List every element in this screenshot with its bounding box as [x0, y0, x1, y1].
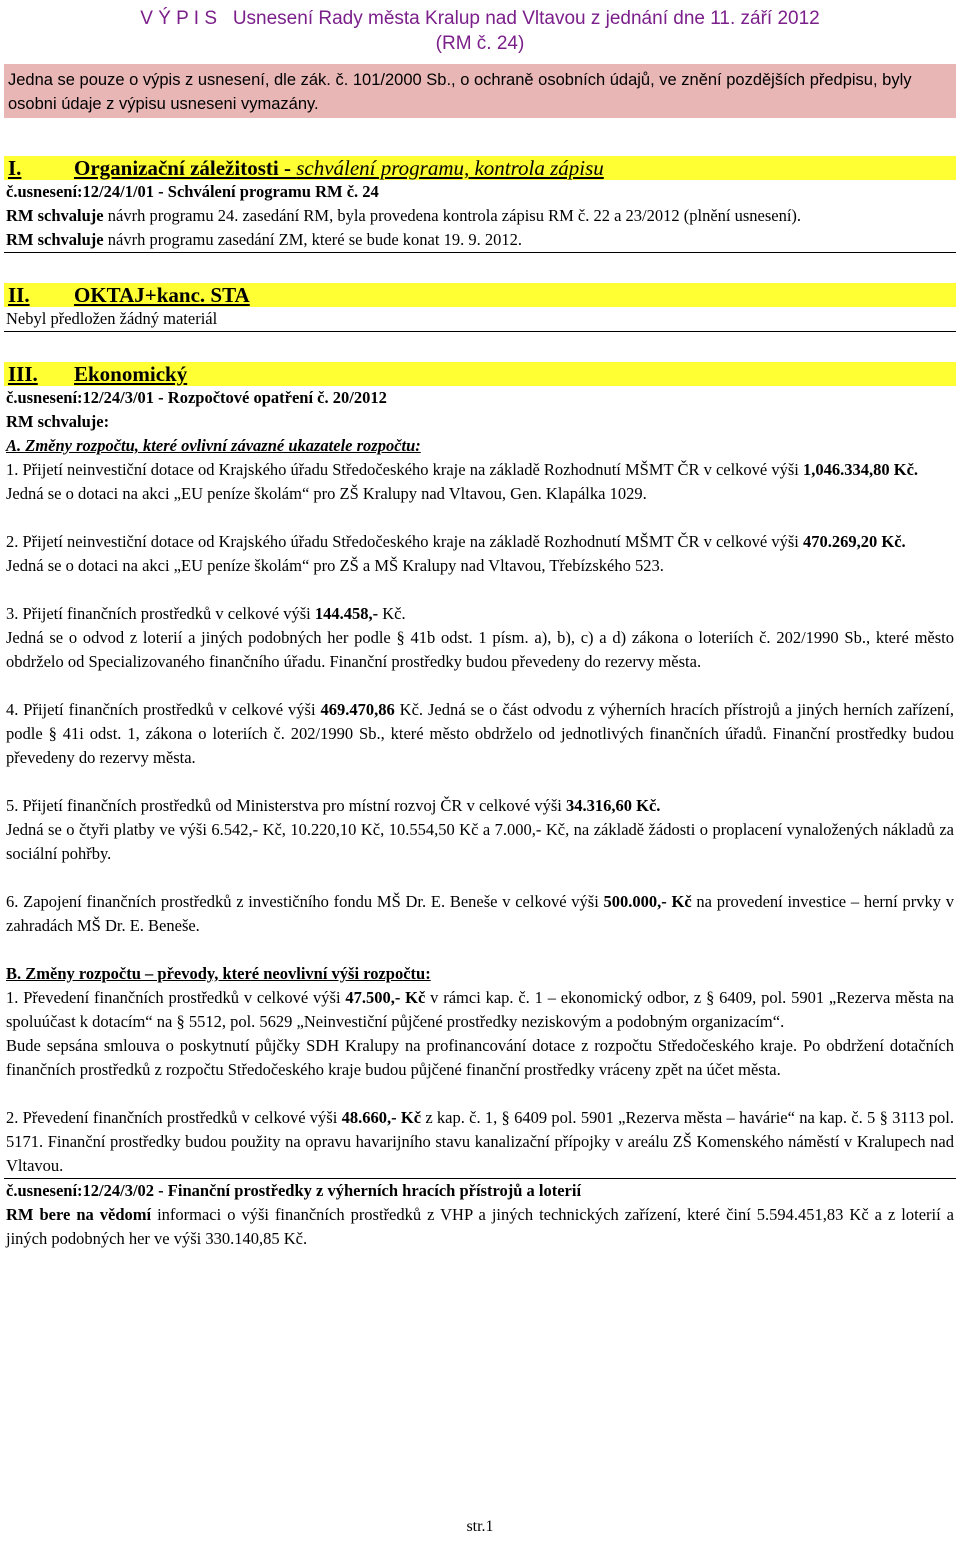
text: na provedení investice – herní prvky v zahradách MŠ Dr. E. Beneše. [6, 892, 955, 935]
section-1-heading [4, 156, 956, 180]
resolution-12-24-1-01: č.usnesení:12/24/1/01 - Schválení programu RM č. 24 [6, 182, 379, 201]
paragraph: Nebyl předložen žádný materiál [4, 307, 956, 332]
item-1-note: Jedná se o dotaci na akci „EU peníze školám“ pro ZŠ Kralupy nad Vltavou, Gen. Klapálka 1029. [6, 484, 647, 503]
section-number: II. [8, 283, 30, 307]
verb: RM schvaluje [6, 230, 104, 249]
section-2-heading [4, 283, 956, 307]
text: 6. Zapojení finančních prostředků z investičního fondu MŠ Dr. E. Beneše v celkové výši [6, 892, 604, 911]
document-header [0, 0, 960, 56]
section-title: Ekonomický [74, 362, 188, 386]
header-title: V Ý P I S Usnesení Rady města Kralup nad Vltavou z jednání dne 11. září 2012 [140, 8, 820, 29]
transfer-1-note: Bude sepsána smlouva o poskytnutí půjčky SDH Kralupy na profinancování dotace z rozpočtu Středočeského kraje. Po obdržení dotačních finančních prostředků z rozpočtu Středočeského kraje budou půjčené finanční prostředky vráceny zpět na účet města. [6, 1036, 954, 1079]
text: Kč. Jedná se o část odvodu z výherních hracích přístrojů a jiných herních zařízení, podle § 41i odst. 1, zákona o loteriích č. 202/1990 Sb., které město obdrželo od jednotlivých finančních úřadů. Finanční prostředky budou převedeny do rezervy města. [6, 700, 955, 767]
item-4 [4, 698, 956, 770]
amount: 500.000,- Kč [603, 892, 692, 911]
text: 2. Přijetí neinvestiční dotace od Krajského úřadu Středočeského kraje na základě Rozhodnutí MŠMT ČR v celkové výši [6, 532, 804, 551]
amount: 469.470,86 [320, 700, 395, 719]
section-title-italic: schválení programu, kontrola zápisu [296, 156, 604, 180]
text: návrh programu 24. zasedání RM, byla provedena kontrola zápisu RM č. 22 a 23/2012 (plnění usnesení). [103, 206, 802, 225]
item-5-note: Jedná se o čtyři platby ve výši 6.542,- Kč, 10.220,10 Kč, 10.554,50 Kč a 7.000,- Kč, na základě žádosti o proplacení vynaložených nákladů za sociální pohřby. [6, 820, 954, 863]
subheading-b: B. Změny rozpočtu – převody, které neovlivní výši rozpočtu: [6, 964, 431, 983]
section-title: OKTAJ+kanc. STA [74, 283, 250, 307]
item-6 [4, 890, 956, 938]
section-number: I. [8, 156, 22, 180]
item-3-note: Jedná se o odvod z loterií a jiných podobných her podle § 41b odst. 1 písm. a), b), c) a d) zákona o loteriích č. 202/1990 Sb., které město obdrželo od Specializovaného finančního úřadu. Finanční prostředky budou převedeny do rezervy města. [6, 628, 954, 671]
text: informaci o výši finančních prostředků z VHP a jiných technických zařízení, které činí 5.594.451,83 Kč a z loterií a jiných podobných her ve výši 330.140,85 Kč. [6, 1205, 955, 1248]
amount: 1,046.334,80 Kč. [803, 460, 919, 479]
amount: 470.269,20 Kč. [803, 532, 906, 551]
text: v rámci kap. č. 1 – ekonomický odbor, z § 6409, pol. 5901 „Rezerva města na spoluúčast k dotacím“ na § 5512, pol. 5629 „Neinvestiční půjčené prostředky neziskovým a podobným organizacím“. [6, 988, 954, 1031]
text: 3. Přijetí finančních prostředků v celkové výši [6, 604, 315, 623]
verb: RM schvaluje [6, 206, 104, 225]
disclaimer: Jedna se pouze o výpis z usnesení, dle zák. č. 101/2000 Sb., o ochraně osobních údajů, ve znění pozdějších předpisu, byly osobni údaje z výpisu usneseni vymazány. [4, 64, 956, 118]
text: 1. Přijetí neinvestiční dotace od Krajského úřadu Středočeského kraje na základě Rozhodnutí MŠMT ČR v celkové výši [6, 460, 804, 479]
paragraph [4, 1203, 956, 1251]
paragraph [4, 228, 956, 253]
item-2 [4, 530, 956, 554]
item-2-note: Jedná se o dotaci na akci „EU peníze školám“ pro ZŠ a MŠ Kralupy nad Vltavou, Třebízského 523. [6, 556, 664, 575]
text: 5. Přijetí finančních prostředků od Ministerstva pro místní rozvoj ČR v celkové výši [6, 796, 567, 815]
subheading-a: A. Změny rozpočtu, které ovlivní závazné ukazatele rozpočtu: [6, 436, 421, 455]
text: návrh programu zasedání ZM, které se bude konat 19. 9. 2012. [103, 230, 522, 249]
transfer-1 [4, 986, 956, 1034]
amount: 144.458,- [314, 604, 379, 623]
section-3-heading [4, 362, 956, 386]
amount: 48.660,- Kč [341, 1108, 422, 1127]
verb: RM bere na vědomí [6, 1205, 152, 1224]
resolution-12-24-3-01: č.usnesení:12/24/3/01 - Rozpočtové opatření č. 20/2012 [6, 388, 387, 407]
item-3 [4, 602, 956, 626]
resolution-12-24-3-02: č.usnesení:12/24/3/02 - Finanční prostředky z výherních hracích přístrojů a loterií [6, 1181, 582, 1200]
amount: 34.316,60 Kč. [566, 796, 661, 815]
item-5 [4, 794, 956, 818]
approves-label: RM schvaluje: [6, 412, 110, 431]
section-number: III. [8, 362, 38, 386]
transfer-2 [4, 1106, 956, 1179]
header-meeting-number: (RM č. 24) [435, 33, 525, 54]
text: 1. Převedení finančních prostředků v celkové výši [6, 988, 346, 1007]
text: Kč. [378, 604, 406, 623]
text: 4. Přijetí finančních prostředků v celkové výši [6, 700, 321, 719]
page-number: str.1 [466, 1518, 494, 1535]
text: 2. Převedení finančních prostředků v celkové výši [6, 1108, 342, 1127]
text: z kap. č. 1, § 6409 pol. 5901 „Rezerva města – havárie“ na kap. č. 5 § 3113 pol. 5171. Finanční prostředky budou použity na opravu havarijního stavu kanalizační přípojky v areálu ZŠ Komenského náměstí v Kralupech nad Vltavou. [6, 1108, 954, 1175]
section-title: Organizační záležitosti - [74, 156, 297, 180]
paragraph [4, 204, 956, 228]
amount: 47.500,- Kč [345, 988, 426, 1007]
item-1 [4, 458, 956, 482]
